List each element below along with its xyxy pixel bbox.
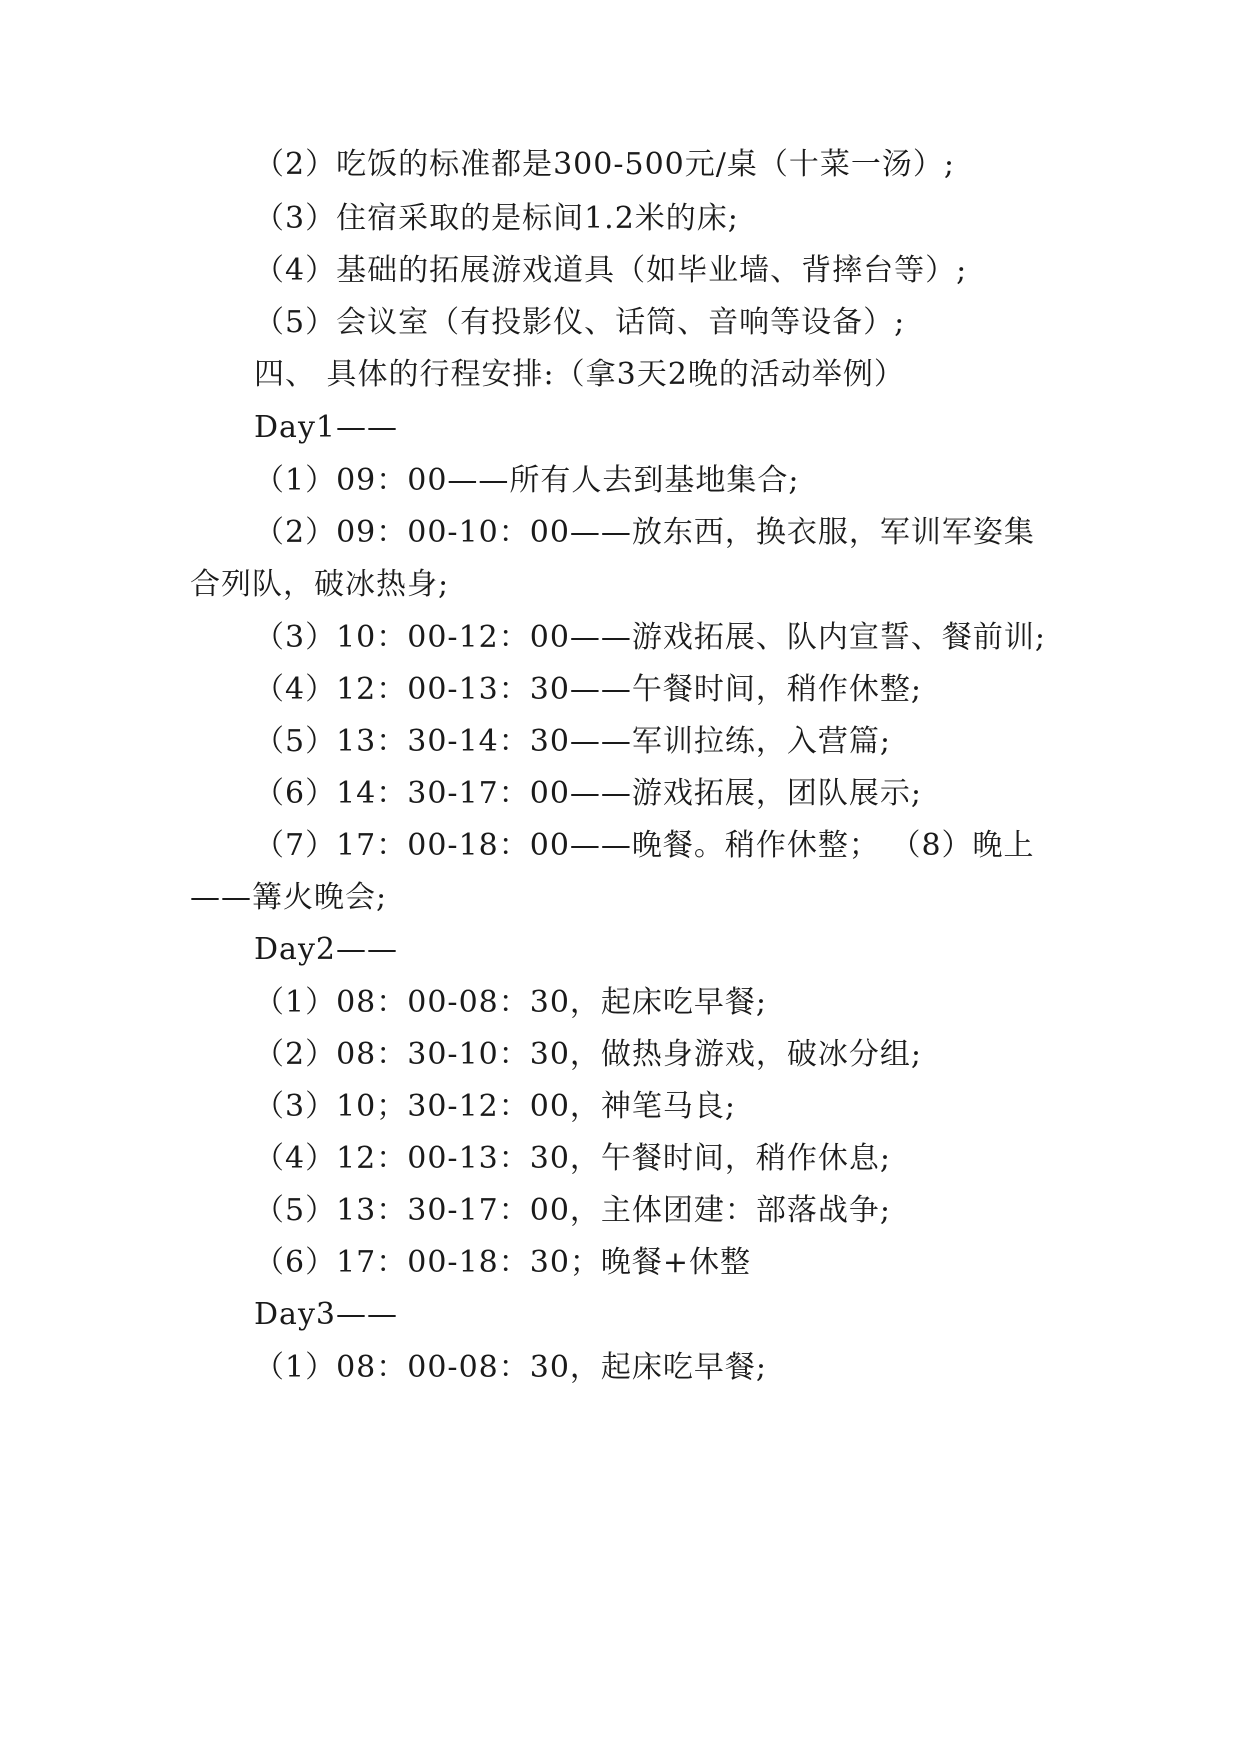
text-line: （2）吃饭的标准都是300-500元/桌（十菜一汤）; <box>254 147 955 182</box>
text-line: （2）09：00-10：00——放东西，换衣服，军训军姿集 <box>254 515 1035 550</box>
text-line-continuation: ——篝火晚会; <box>190 880 388 915</box>
text-line: （5）13：30-17：00，主体团建：部落战争; <box>254 1193 892 1228</box>
text-line: （3）10；30-12：00，神笔马良; <box>254 1089 737 1124</box>
text-line: （4）12：00-13：30，午餐时间，稍作休息; <box>254 1141 892 1176</box>
day-heading: Day2—— <box>254 932 398 967</box>
text-line: （3）住宿采取的是标间1.2米的床; <box>254 201 739 236</box>
text-line: （5）13：30-14：30——军训拉练，入营篇; <box>254 724 892 759</box>
text-line: （7）17：00-18：00——晚餐。稍作休整； （8）晚上 <box>254 828 1035 863</box>
text-line: （4）基础的拓展游戏道具（如毕业墙、背摔台等）; <box>254 253 968 288</box>
section-heading: 四、 具体的行程安排:（拿3天2晚的活动举例） <box>254 357 905 392</box>
text-line: （5）会议室（有投影仪、话筒、音响等设备）; <box>254 305 906 340</box>
text-line: （1）09：00——所有人去到基地集合; <box>254 463 800 498</box>
day-heading: Day1—— <box>254 410 398 445</box>
text-line: （1）08：00-08：30，起床吃早餐; <box>254 985 768 1020</box>
text-line: （6）17：00-18：30；晚餐+休整 <box>254 1245 752 1280</box>
text-line-continuation: 合列队，破冰热身; <box>190 567 450 602</box>
text-line: （3）10：00-12：00——游戏拓展、队内宣誓、餐前训; <box>254 620 1047 655</box>
text-line: （1）08：00-08：30，起床吃早餐; <box>254 1350 768 1385</box>
text-line: （4）12：00-13：30——午餐时间，稍作休整; <box>254 672 923 707</box>
day-heading: Day3—— <box>254 1297 398 1332</box>
text-line: （6）14：30-17：00——游戏拓展，团队展示; <box>254 776 923 811</box>
text-line: （2）08：30-10：30，做热身游戏，破冰分组; <box>254 1037 923 1072</box>
